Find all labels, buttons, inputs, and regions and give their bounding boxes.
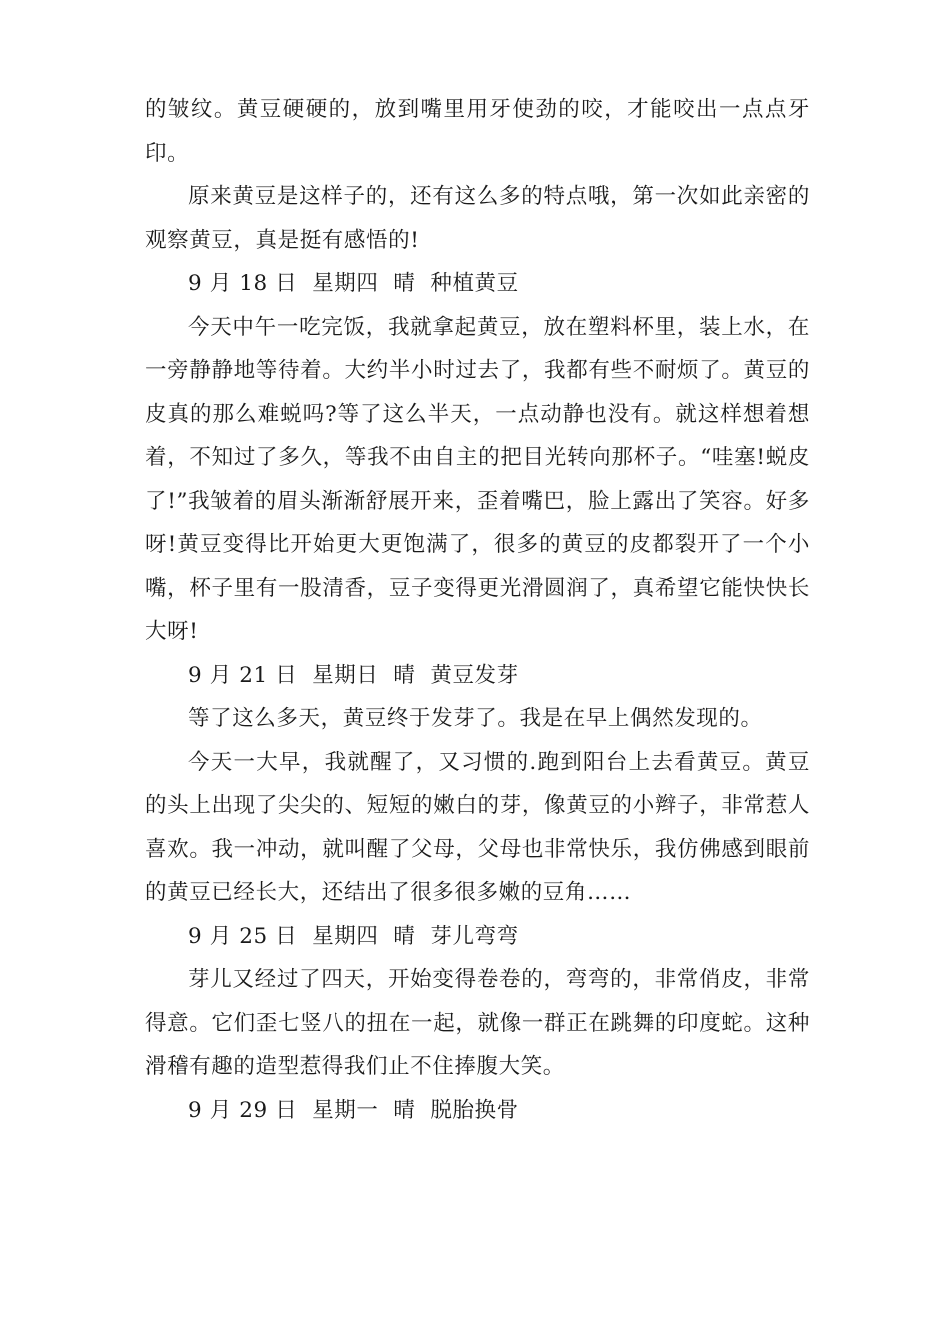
diary-entry-heading: 9 月 21 日 星期日 晴 黄豆发芽: [188, 662, 519, 688]
paragraph: 原来黄豆是这样子的，还有这么多的特点哦，第一次如此亲密的观察黄豆，真是挺有感悟的!: [145, 184, 810, 253]
diary-entry-heading: 9 月 29 日 星期一 晴 脱胎换骨: [188, 1097, 519, 1123]
document-body: [145, 88, 810, 1132]
paragraph: 今天一大早，我就醒了，又习惯的.跑到阳台上去看黄豆。黄豆的头上出现了尖尖的、短短的嫩白的芽，像黄豆的小辫子，非常惹人喜欢。我一冲动，就叫醒了父母，父母也非常快乐，我仿佛感到眼前的黄豆已经长大，还结出了很多很多嫩的豆角……: [145, 749, 810, 905]
paragraph: 芽儿又经过了四天，开始变得卷卷的，弯弯的，非常俏皮，非常得意。它们歪七竖八的扭在一起，就像一群正在跳舞的印度蛇。这种滑稽有趣的造型惹得我们止不住捧腹大笑。: [145, 967, 810, 1079]
diary-entry-heading: 9 月 18 日 星期四 晴 种植黄豆: [188, 271, 519, 296]
paragraph-continuation: 的皱纹。黄豆硬硬的，放到嘴里用牙使劲的咬，才能咬出一点点牙印。: [145, 97, 810, 166]
paragraph: 等了这么多天，黄豆终于发芽了。我是在早上偶然发现的。: [188, 706, 763, 731]
diary-entry-heading: 9 月 25 日 星期四 晴 芽儿弯弯: [188, 923, 519, 949]
paragraph: 今天中午一吃完饭，我就拿起黄豆，放在塑料杯里，装上水，在一旁静静地等待着。大约半小时过去了，我都有些不耐烦了。黄豆的皮真的那么难蜕吗?等了这么半天，一点动静也没有。就这样想着想着，不知过了多久，等我不由自主的把目光转向那杯子。“哇塞!蜕皮了!”我皱着的眉头渐渐舒展开来，歪着嘴巴，脸上露出了笑容。好多呀!黄豆变得比开始更大更饱满了，很多的黄豆的皮都裂开了一个小嘴，杯子里有一股清香，豆子变得更光滑圆润了，真希望它能快快长大呀!: [145, 314, 810, 644]
